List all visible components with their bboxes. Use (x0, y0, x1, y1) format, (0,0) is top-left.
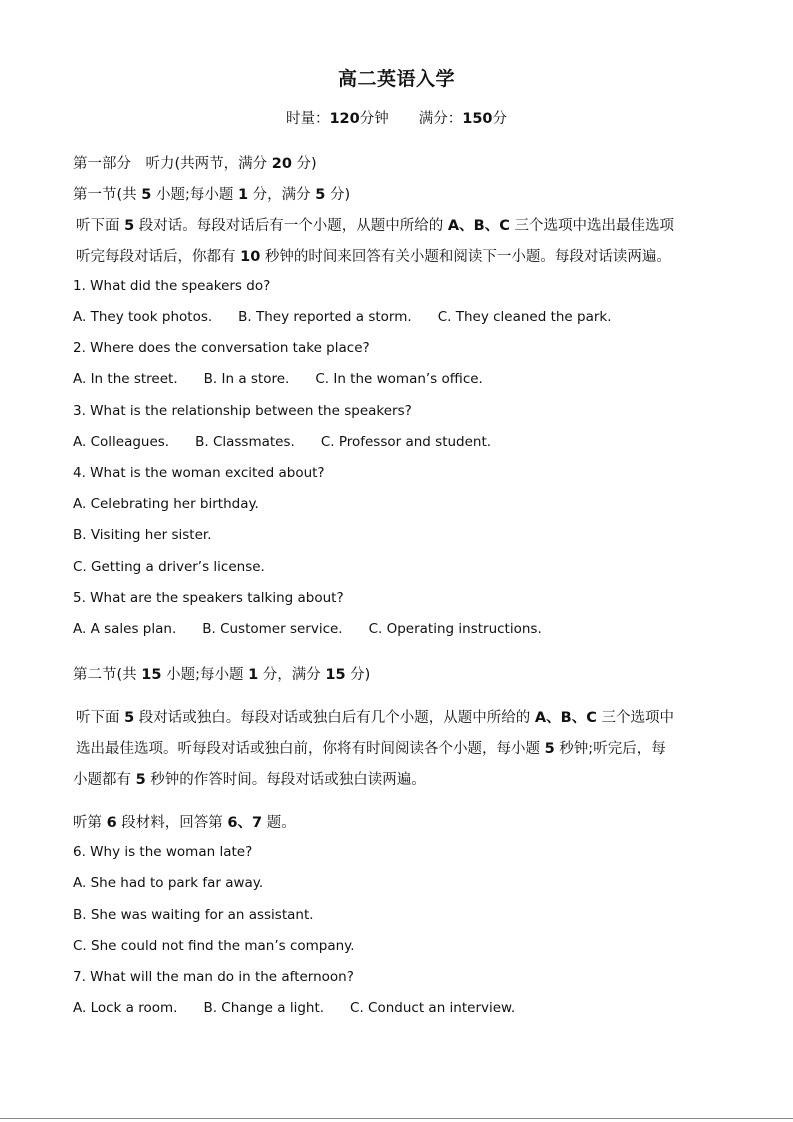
question-6-option-b: B. She was waiting for an assistant. (73, 907, 314, 923)
part1-heading: 第一部分 听力(共两节，满分 20 分) (73, 156, 317, 172)
question-2-options (73, 371, 509, 387)
question-6: 6. Why is the woman late? (73, 844, 253, 860)
question-4: 4. What is the woman excited about? (73, 465, 325, 481)
time-value: 120 (329, 111, 360, 127)
score-unit: 分 (492, 111, 508, 127)
time-label: 时量： (285, 111, 330, 127)
option-c: C. Conduct an interview. (350, 1000, 516, 1016)
question-1-options (73, 309, 638, 325)
question-7-options (73, 1000, 541, 1016)
option-a: A. In the street. (73, 371, 178, 387)
section2-instructions-line2: 选出最佳选项。听每段对话或独白前，你将有时间阅读各个小题，每小题 5 秒钟;听完后，每 (76, 741, 666, 757)
question-6-option-a: A. She had to park far away. (73, 875, 264, 891)
question-3-options (73, 434, 517, 450)
question-4-option-c: C. Getting a driver’s license. (73, 559, 265, 575)
score-value: 150 (462, 111, 493, 127)
section2-heading: 第二节(共 15 小题;每小题 1 分，满分 15 分) (73, 667, 371, 683)
exam-meta (0, 107, 793, 128)
question-1: 1. What did the speakers do? (73, 278, 271, 294)
material-6-heading: 听第 6 段材料，回答第 6、7 题。 (73, 815, 296, 831)
question-5-options (73, 621, 568, 637)
question-2: 2. Where does the conversation take place? (73, 340, 370, 356)
question-4-option-a: A. Celebrating her birthday. (73, 496, 259, 512)
page-title: 高二英语入学 (337, 68, 455, 90)
option-a: A. A sales plan. (73, 621, 177, 637)
option-b: B. Classmates. (195, 434, 295, 450)
option-a: A. Colleagues. (73, 434, 170, 450)
section2-instructions-line3: 小题都有 5 秒钟的作答时间。每段对话或独白读两遍。 (73, 772, 426, 788)
question-7: 7. What will the man do in the afternoon? (73, 969, 354, 985)
option-b: B. Customer service. (202, 621, 343, 637)
option-a: A. They took photos. (73, 309, 213, 325)
option-c: C. Operating instructions. (368, 621, 542, 637)
option-b: B. They reported a storm. (238, 309, 412, 325)
option-c: C. They cleaned the park. (437, 309, 612, 325)
score-label: 满分： (418, 111, 463, 127)
question-3: 3. What is the relationship between the speakers? (73, 403, 412, 419)
section1-instructions-line1: 听下面 5 段对话。每段对话后有一个小题，从题中所给的 A、B、C 三个选项中选出最佳选项 (76, 218, 674, 234)
section1-instructions-line2: 听完每段对话后，你都有 10 秒钟的时间来回答有关小题和阅读下一小题。每段对话读两遍。 (76, 249, 671, 265)
option-c: C. Professor and student. (320, 434, 492, 450)
option-c: C. In the woman’s office. (315, 371, 483, 387)
time-unit: 分钟 (359, 111, 389, 127)
option-b: B. In a store. (203, 371, 290, 387)
section1-heading: 第一节(共 5 小题;每小题 1 分，满分 5 分) (73, 187, 351, 203)
question-4-option-b: B. Visiting her sister. (73, 527, 212, 543)
option-a: A. Lock a room. (73, 1000, 178, 1016)
option-b: B. Change a light. (203, 1000, 325, 1016)
section2-instructions-line1: 听下面 5 段对话或独白。每段对话或独白后有几个小题，从题中所给的 A、B、C 三个选项中 (76, 710, 674, 726)
question-5: 5. What are the speakers talking about? (73, 590, 344, 606)
page-bottom-rule (0, 1118, 793, 1119)
question-6-option-c: C. She could not find the man’s company. (73, 938, 355, 954)
